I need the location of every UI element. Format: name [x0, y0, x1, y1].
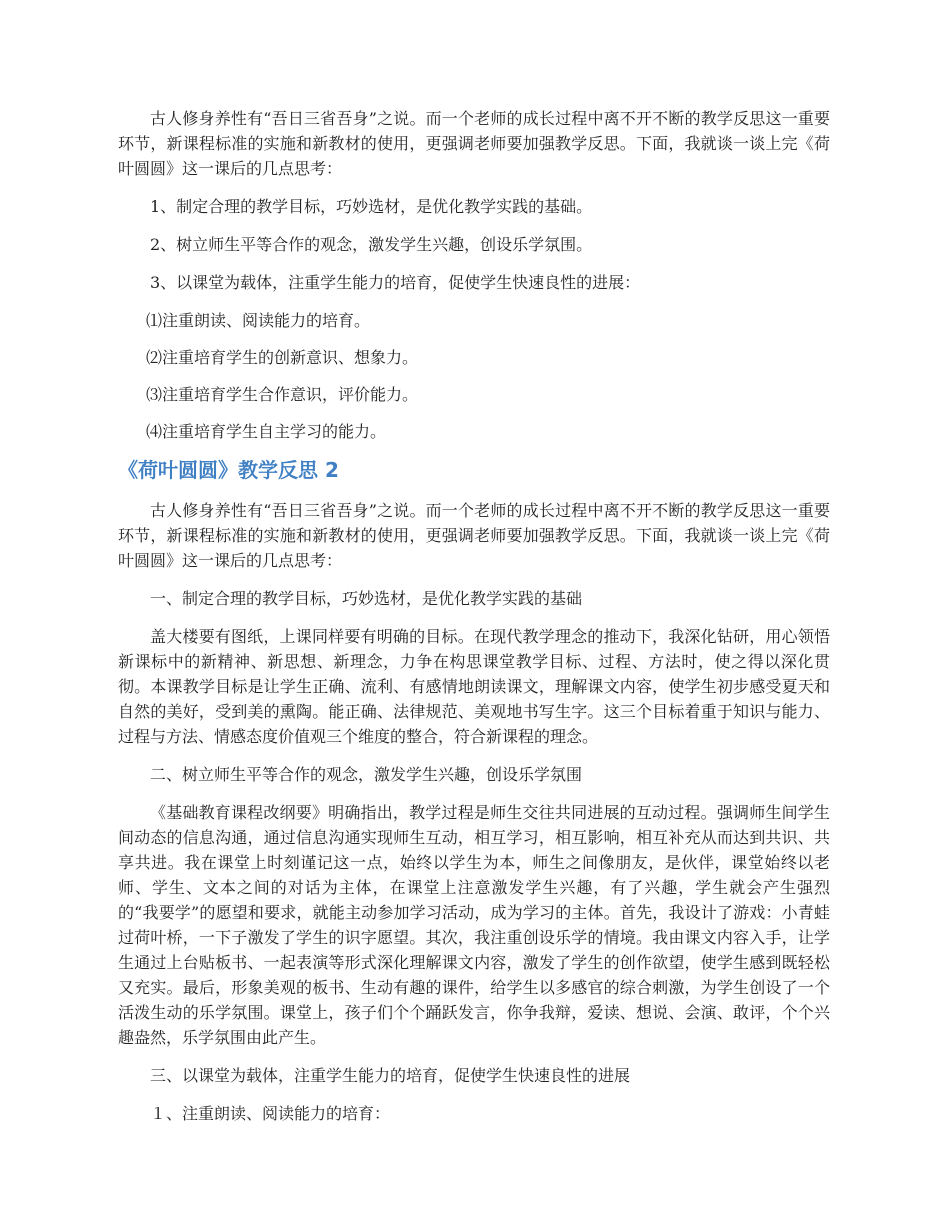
section1-subitem-1: ⑴注重朗读、阅读能力的培育。	[146, 311, 371, 330]
section2-point3-title: 三、以课堂为载体，注重学生能力的培育，促使学生快速良性的进展	[150, 1066, 631, 1085]
section1-subitem-3: ⑶注重培育学生合作意识，评价能力。	[146, 385, 419, 404]
section1-item-3: 3、以课堂为载体，注重学生能力的培育，促使学生快速良性的进展：	[150, 273, 641, 292]
section1-subitem-2: ⑵注重培育学生的创新意识、想象力。	[146, 348, 419, 367]
section2-point2-body: 《基础教育课程改纲要》明确指出，教学过程是师生交往共同进展的互动过程。强调师生间学生间动态的信息沟通，通过信息沟通实现师生互动，相互学习，相互影响，相互补充从而达到共识、共享共进。我在课堂上时刻谨记这一点，始终以学生为本，师生之间像朋友，是伙伴，课堂始终以老师、学生、文本之间的对话为主体，在课堂上注意激发学生兴趣，有了兴趣，学生就会产生强烈的“我要学”的愿望和要求，就能主动参加学习活动，成为学习的主体。首先，我设计了游戏：小青蛙过荷叶桥，一下子激发了学生的识字愿望。其次，我注重创设乐学的情境。我由课文内容入手，让学生通过上台贴板书、一起表演等形式深化理解课文内容，激发了学生的创作欲望，使学生感到既轻松又充实。最后，形象美观的板书、生动有趣的课件，给学生以多感官的综合刺激，为学生创设了一个活泼生动的乐学氛围。课堂上，孩子们个个踊跃发言，你争我辩，爱读、想说、会演、敢评，个个兴趣盎然，乐学氛围由此产生。	[118, 803, 830, 1047]
section2-point2-title: 二、树立师生平等合作的观念，激发学生兴趣，创设乐学氛围	[150, 765, 583, 784]
section2-point3-sub1: １、注重朗读、阅读能力的培育：	[150, 1104, 391, 1123]
section2-heading: 《荷叶圆圆》教学反思 2	[118, 458, 339, 482]
section2-point1-title: 一、制定合理的教学目标，巧妙选材，是优化教学实践的基础	[150, 589, 583, 608]
section2-intro: 古人修身养性有“吾日三省吾身”之说。而一个老师的成长过程中离不开不断的教学反思这一重要环节，新课程标准的实施和新教材的使用，更强调老师要加强教学反思。下面，我就谈一谈上完《荷叶圆圆》这一课后的几点思考：	[118, 501, 830, 570]
section2-point1-body: 盖大楼要有图纸，上课同样要有明确的目标。在现代教学理念的推动下，我深化钻研，用心领悟新课标中的新精神、新思想、新理念，力争在构思课堂教学目标、过程、方法时，使之得以深化贯彻。本课教学目标是让学生正确、流利、有感情地朗读课文，理解课文内容，使学生初步感受夏天和自然的美好，受到美的熏陶。能正确、法律规范、美观地书写生字。这三个目标着重于知识与能力、过程与方法、情感态度价值观三个维度的整合，符合新课程的理念。	[118, 627, 830, 746]
document-page	[118, 106, 830, 1139]
section1-item-1: 1、制定合理的教学目标，巧妙选材，是优化教学实践的基础。	[150, 197, 593, 216]
section1-subitem-4: ⑷注重培育学生自主学习的能力。	[146, 422, 387, 441]
section1-item-2: 2、树立师生平等合作的观念，激发学生兴趣，创设乐学氛围。	[150, 235, 593, 254]
section1-intro: 古人修身养性有“吾日三省吾身”之说。而一个老师的成长过程中离不开不断的教学反思这一重要环节，新课程标准的实施和新教材的使用，更强调老师要加强教学反思。下面，我就谈一谈上完《荷叶圆圆》这一课后的几点思考：	[118, 109, 830, 178]
